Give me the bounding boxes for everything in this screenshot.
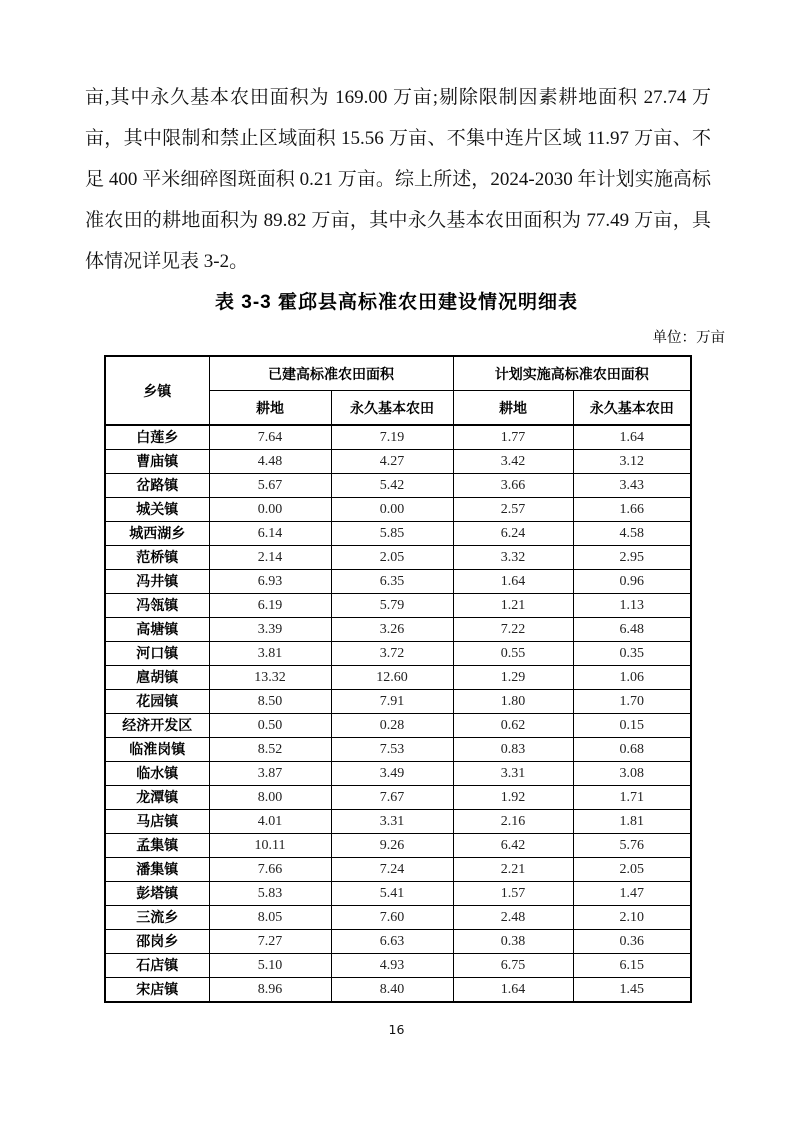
town-cell: 三流乡	[105, 906, 209, 930]
table-row	[105, 714, 691, 738]
value-cell: 7.91	[331, 690, 453, 714]
value-cell: 1.81	[573, 810, 691, 834]
value-cell: 5.83	[209, 882, 331, 906]
unit-label: 单位：万亩	[652, 330, 725, 346]
town-cell: 冯井镇	[105, 570, 209, 594]
value-cell: 1.64	[573, 425, 691, 450]
value-cell: 7.53	[331, 738, 453, 762]
value-cell: 1.64	[453, 570, 573, 594]
value-cell: 2.57	[453, 498, 573, 522]
value-cell: 0.36	[573, 930, 691, 954]
town-cell: 邵岗乡	[105, 930, 209, 954]
table-row	[105, 425, 691, 450]
value-cell: 6.93	[209, 570, 331, 594]
table-row	[105, 594, 691, 618]
table-row	[105, 570, 691, 594]
value-cell: 3.26	[331, 618, 453, 642]
value-cell: 7.22	[453, 618, 573, 642]
value-cell: 1.64	[453, 978, 573, 1003]
value-cell: 1.71	[573, 786, 691, 810]
value-cell: 8.96	[209, 978, 331, 1003]
value-cell: 6.42	[453, 834, 573, 858]
value-cell: 2.14	[209, 546, 331, 570]
value-cell: 1.92	[453, 786, 573, 810]
value-cell: 7.66	[209, 858, 331, 882]
town-cell: 临淮岗镇	[105, 738, 209, 762]
table-row	[105, 978, 691, 1003]
value-cell: 3.31	[331, 810, 453, 834]
value-cell: 3.43	[573, 474, 691, 498]
town-cell: 高塘镇	[105, 618, 209, 642]
town-cell: 宋店镇	[105, 978, 209, 1003]
value-cell: 5.76	[573, 834, 691, 858]
town-cell: 马店镇	[105, 810, 209, 834]
value-cell: 3.12	[573, 450, 691, 474]
table-row	[105, 906, 691, 930]
value-cell: 1.77	[453, 425, 573, 450]
town-cell: 龙潭镇	[105, 786, 209, 810]
value-cell: 0.55	[453, 642, 573, 666]
value-cell: 1.21	[453, 594, 573, 618]
value-cell: 7.24	[331, 858, 453, 882]
value-cell: 2.95	[573, 546, 691, 570]
town-cell: 城西湖乡	[105, 522, 209, 546]
value-cell: 2.21	[453, 858, 573, 882]
header-built-group: 已建高标准农田面积	[209, 356, 453, 391]
value-cell: 3.66	[453, 474, 573, 498]
value-cell: 8.50	[209, 690, 331, 714]
value-cell: 3.87	[209, 762, 331, 786]
town-cell: 孟集镇	[105, 834, 209, 858]
value-cell: 3.32	[453, 546, 573, 570]
value-cell: 3.42	[453, 450, 573, 474]
value-cell: 0.00	[331, 498, 453, 522]
value-cell: 5.85	[331, 522, 453, 546]
value-cell: 4.01	[209, 810, 331, 834]
town-cell: 白莲乡	[105, 425, 209, 450]
table-row	[105, 690, 691, 714]
town-cell: 曹庙镇	[105, 450, 209, 474]
value-cell: 5.79	[331, 594, 453, 618]
value-cell: 3.72	[331, 642, 453, 666]
value-cell: 6.19	[209, 594, 331, 618]
table-row	[105, 954, 691, 978]
value-cell: 7.27	[209, 930, 331, 954]
value-cell: 0.28	[331, 714, 453, 738]
table-row	[105, 786, 691, 810]
value-cell: 1.13	[573, 594, 691, 618]
value-cell: 0.68	[573, 738, 691, 762]
value-cell: 2.16	[453, 810, 573, 834]
value-cell: 1.29	[453, 666, 573, 690]
table-row	[105, 834, 691, 858]
town-cell: 范桥镇	[105, 546, 209, 570]
town-cell: 岔路镇	[105, 474, 209, 498]
value-cell: 1.57	[453, 882, 573, 906]
value-cell: 10.11	[209, 834, 331, 858]
value-cell: 3.08	[573, 762, 691, 786]
table-row	[105, 642, 691, 666]
table-row	[105, 618, 691, 642]
value-cell: 6.35	[331, 570, 453, 594]
town-cell: 石店镇	[105, 954, 209, 978]
header-town: 乡镇	[105, 356, 209, 425]
table-row	[105, 858, 691, 882]
value-cell: 3.81	[209, 642, 331, 666]
header-built-cultivated: 耕地	[209, 391, 331, 426]
value-cell: 0.00	[209, 498, 331, 522]
value-cell: 0.35	[573, 642, 691, 666]
table-row	[105, 498, 691, 522]
page-number: 16	[388, 1022, 405, 1037]
value-cell: 0.50	[209, 714, 331, 738]
value-cell: 9.26	[331, 834, 453, 858]
value-cell: 4.27	[331, 450, 453, 474]
value-cell: 5.42	[331, 474, 453, 498]
town-cell: 经济开发区	[105, 714, 209, 738]
value-cell: 4.48	[209, 450, 331, 474]
value-cell: 0.15	[573, 714, 691, 738]
table-title: 表 3-3 霍邱县高标准农田建设情况明细表	[214, 292, 579, 313]
value-cell: 5.10	[209, 954, 331, 978]
value-cell: 8.40	[331, 978, 453, 1003]
header-planned-group: 计划实施高标准农田面积	[453, 356, 691, 391]
town-cell: 潘集镇	[105, 858, 209, 882]
table-header-group-row	[105, 356, 691, 391]
table-row	[105, 522, 691, 546]
value-cell: 6.24	[453, 522, 573, 546]
value-cell: 3.39	[209, 618, 331, 642]
table-row	[105, 450, 691, 474]
value-cell: 7.64	[209, 425, 331, 450]
value-cell: 1.06	[573, 666, 691, 690]
table-row	[105, 762, 691, 786]
town-cell: 城关镇	[105, 498, 209, 522]
value-cell: 0.62	[453, 714, 573, 738]
value-cell: 6.15	[573, 954, 691, 978]
value-cell: 1.66	[573, 498, 691, 522]
table-row	[105, 930, 691, 954]
value-cell: 2.48	[453, 906, 573, 930]
table-row	[105, 738, 691, 762]
value-cell: 7.19	[331, 425, 453, 450]
value-cell: 6.48	[573, 618, 691, 642]
value-cell: 0.38	[453, 930, 573, 954]
value-cell: 6.75	[453, 954, 573, 978]
table-body	[105, 425, 691, 1002]
value-cell: 2.05	[573, 858, 691, 882]
value-cell: 5.67	[209, 474, 331, 498]
value-cell: 2.10	[573, 906, 691, 930]
value-cell: 6.63	[331, 930, 453, 954]
value-cell: 8.52	[209, 738, 331, 762]
value-cell: 2.05	[331, 546, 453, 570]
town-cell: 彭塔镇	[105, 882, 209, 906]
value-cell: 5.41	[331, 882, 453, 906]
body-paragraph: 亩,其中永久基本农田面积为 169.00 万亩;剔除限制因素耕地面积 27.74 万亩，其中限制和禁止区域面积 15.56 万亩、不集中连片区域 11.97 万亩、不足 400 平米细碎图斑面积 0.21 万亩。综上所述，2024-2030 年计划实施高标准农田的耕地面积为 89.82 万亩，其中永久基本农田面积为 77.49 万亩，具体情况详见表 3-2。	[85, 87, 711, 272]
table-row	[105, 474, 691, 498]
value-cell: 3.49	[331, 762, 453, 786]
value-cell: 4.58	[573, 522, 691, 546]
value-cell: 12.60	[331, 666, 453, 690]
hsf-table	[104, 355, 692, 1003]
value-cell: 13.32	[209, 666, 331, 690]
town-cell: 花园镇	[105, 690, 209, 714]
value-cell: 7.60	[331, 906, 453, 930]
value-cell: 3.31	[453, 762, 573, 786]
town-cell: 冯瓴镇	[105, 594, 209, 618]
value-cell: 4.93	[331, 954, 453, 978]
table-row	[105, 546, 691, 570]
table-row	[105, 666, 691, 690]
value-cell: 8.00	[209, 786, 331, 810]
table-row	[105, 810, 691, 834]
header-planned-cultivated: 耕地	[453, 391, 573, 426]
value-cell: 1.45	[573, 978, 691, 1003]
value-cell: 6.14	[209, 522, 331, 546]
town-cell: 河口镇	[105, 642, 209, 666]
value-cell: 0.83	[453, 738, 573, 762]
town-cell: 扈胡镇	[105, 666, 209, 690]
value-cell: 1.47	[573, 882, 691, 906]
header-built-permanent: 永久基本农田	[331, 391, 453, 426]
value-cell: 1.80	[453, 690, 573, 714]
value-cell: 7.67	[331, 786, 453, 810]
table-row	[105, 882, 691, 906]
header-planned-permanent: 永久基本农田	[573, 391, 691, 426]
value-cell: 8.05	[209, 906, 331, 930]
value-cell: 1.70	[573, 690, 691, 714]
value-cell: 0.96	[573, 570, 691, 594]
town-cell: 临水镇	[105, 762, 209, 786]
